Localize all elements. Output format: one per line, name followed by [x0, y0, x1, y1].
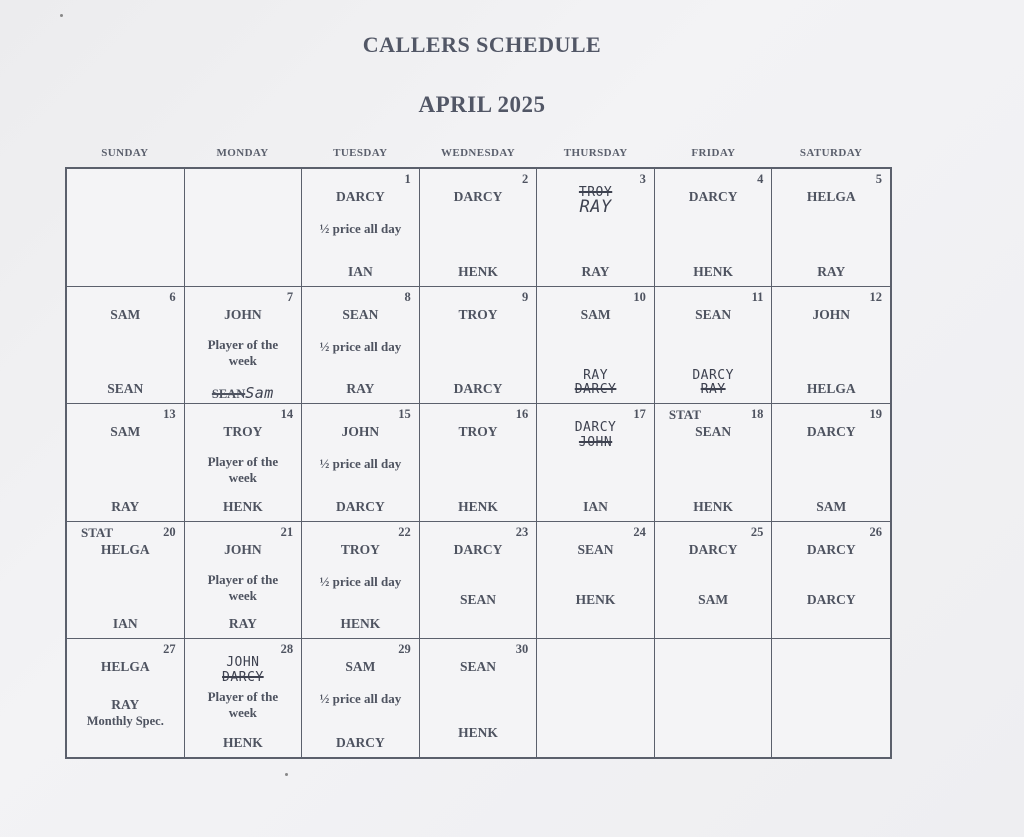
crossed-out-caller: DARCY — [222, 670, 264, 686]
handwritten-caller: Sam — [245, 384, 274, 403]
day-cell — [537, 522, 655, 640]
day-number: 30 — [515, 642, 529, 657]
first-caller: SAM — [110, 424, 141, 440]
day-cell — [67, 169, 185, 287]
day-number: 21 — [280, 524, 294, 539]
day-cell — [420, 169, 538, 287]
weekday-label: THURSDAY — [563, 147, 628, 159]
calendar-grid — [65, 167, 892, 759]
paper-speck — [285, 773, 288, 776]
day-number: 20 — [163, 524, 176, 539]
crossed-out-caller: RAY — [700, 382, 726, 398]
day-cell — [655, 522, 773, 640]
day-number: 11 — [751, 289, 764, 304]
second-caller: HENK — [458, 498, 498, 514]
second-caller: SEAN — [459, 591, 496, 607]
month-title: APRIL 2025 — [418, 92, 546, 117]
second-caller: RAY — [228, 616, 257, 632]
day-number: 25 — [750, 524, 764, 539]
day-number: 10 — [633, 289, 646, 304]
weekday-label: SUNDAY — [101, 147, 149, 159]
second-caller: HENK — [575, 591, 616, 607]
first-caller-edit — [537, 420, 654, 450]
special-note: Player of the week — [207, 336, 279, 368]
first-caller: DARCY — [806, 424, 856, 440]
day-number: 23 — [515, 524, 529, 539]
second-caller-edit — [655, 369, 772, 397]
monthly-special-note: Monthly Spec. — [86, 713, 164, 728]
day-number: 28 — [280, 642, 294, 657]
second-caller: DARCY — [806, 591, 856, 607]
first-caller: SEAN — [695, 424, 732, 440]
second-caller: DARCY — [336, 734, 385, 750]
first-caller: TROY — [458, 424, 498, 440]
day-cell — [185, 639, 303, 757]
day-cell — [67, 404, 185, 522]
paper-speck — [60, 14, 63, 17]
second-caller: IAN — [112, 616, 138, 632]
second-caller: RAY — [581, 263, 610, 279]
weekday-label: FRIDAY — [691, 147, 736, 159]
day-cell — [655, 287, 773, 405]
day-cell — [302, 404, 420, 522]
first-caller: DARCY — [453, 189, 503, 204]
first-caller: DARCY — [453, 541, 503, 557]
day-cell — [67, 287, 185, 405]
second-caller: HENK — [693, 498, 734, 514]
second-caller: SAM — [816, 498, 847, 514]
day-cell — [537, 287, 655, 405]
day-cell — [655, 404, 773, 522]
special-note: Player of the week — [207, 689, 279, 721]
first-caller-edit — [537, 185, 654, 215]
day-cell — [302, 169, 420, 287]
second-caller: HELGA — [806, 381, 856, 397]
day-cell — [537, 404, 655, 522]
day-cell — [420, 639, 538, 757]
schedule-title: CALLERS SCHEDULE — [362, 32, 602, 57]
crossed-out-caller: DARCY — [574, 382, 617, 398]
second-caller: DARCY — [336, 498, 385, 514]
second-caller: RAY — [111, 696, 140, 712]
second-caller: HENK — [693, 263, 734, 279]
crossed-out-caller: JOHN — [578, 435, 613, 451]
second-caller: SEAN — [107, 381, 144, 397]
day-number: 5 — [875, 172, 882, 186]
stat-holiday-label: STAT — [81, 524, 114, 540]
second-caller-edit — [185, 386, 302, 401]
special-note: ½ price all day — [319, 573, 402, 589]
day-number: 7 — [286, 289, 294, 304]
day-cell — [67, 522, 185, 640]
handwritten-caller: DARCY — [574, 420, 617, 436]
day-cell — [655, 169, 773, 287]
day-cell — [302, 522, 420, 640]
first-caller: HELGA — [100, 659, 150, 675]
first-caller: TROY — [458, 306, 498, 322]
day-cell — [185, 404, 303, 522]
day-number: 17 — [633, 407, 646, 422]
day-cell — [420, 287, 538, 405]
second-caller: HENK — [340, 616, 381, 632]
day-cell — [302, 287, 420, 405]
handwritten-caller: RAY — [583, 368, 609, 384]
day-number: 29 — [398, 642, 411, 657]
first-caller: JOHN — [812, 306, 850, 322]
day-number: 12 — [869, 289, 882, 304]
second-caller: DARCY — [453, 381, 503, 397]
second-caller: SAM — [698, 591, 729, 607]
first-caller: JOHN — [341, 424, 380, 440]
first-caller: SEAN — [342, 306, 379, 322]
day-cell — [185, 522, 303, 640]
first-caller: SEAN — [695, 306, 732, 322]
handwritten-caller: JOHN — [226, 655, 260, 671]
first-caller: SAM — [345, 659, 376, 675]
day-cell — [772, 169, 890, 287]
day-number: 13 — [163, 407, 176, 422]
second-caller: HENK — [458, 263, 498, 279]
first-caller-edit — [185, 655, 302, 685]
first-caller: HELGA — [806, 189, 856, 204]
first-caller: JOHN — [224, 541, 262, 557]
day-number: 14 — [280, 407, 294, 422]
day-cell — [772, 287, 890, 405]
day-number: 26 — [869, 524, 882, 539]
special-note: ½ price all day — [319, 221, 402, 236]
second-caller: HENK — [458, 725, 498, 741]
first-caller: DARCY — [688, 541, 738, 557]
day-cell — [185, 287, 303, 405]
first-caller: DARCY — [806, 541, 856, 557]
day-number: 9 — [522, 289, 529, 304]
special-note: Player of the week — [207, 454, 279, 486]
second-caller: RAY — [111, 498, 140, 514]
day-number: 16 — [515, 407, 529, 422]
first-caller: SAM — [580, 306, 611, 322]
second-caller: RAY — [817, 263, 846, 279]
second-caller: IAN — [348, 263, 373, 279]
first-caller: TROY — [223, 424, 263, 440]
special-note: Player of the week — [207, 571, 279, 603]
day-number: 18 — [750, 407, 764, 422]
weekday-label: SATURDAY — [799, 147, 863, 159]
special-note: ½ price all day — [319, 691, 402, 707]
first-caller: SEAN — [577, 541, 614, 557]
weekday-label: TUESDAY — [333, 147, 388, 159]
day-number: 8 — [404, 289, 411, 304]
first-caller: HELGA — [100, 541, 150, 557]
weekday-header — [66, 147, 890, 159]
crossed-out-caller: TROY — [578, 185, 613, 200]
day-cell — [420, 522, 538, 640]
day-number: 15 — [398, 407, 411, 422]
day-number: 3 — [639, 172, 646, 186]
day-number: 19 — [869, 407, 882, 422]
day-cell — [655, 639, 773, 757]
day-cell — [772, 639, 890, 757]
day-number: 6 — [169, 289, 176, 304]
second-caller: HENK — [222, 498, 263, 514]
second-caller-edit — [537, 369, 654, 397]
day-number: 4 — [757, 172, 764, 186]
day-number: 22 — [398, 524, 411, 539]
second-caller: IAN — [583, 498, 608, 514]
stat-holiday-label: STAT — [668, 407, 701, 423]
day-cell — [772, 404, 890, 522]
weekday-label: MONDAY — [216, 147, 269, 159]
day-number: 2 — [522, 172, 529, 186]
second-caller: HENK — [222, 734, 263, 750]
weekday-label: WEDNESDAY — [440, 147, 516, 159]
day-cell — [537, 169, 655, 287]
first-caller: SAM — [110, 306, 141, 322]
day-number: 27 — [163, 642, 176, 657]
day-number: 1 — [404, 172, 411, 186]
handwritten-caller: DARCY — [692, 368, 734, 384]
day-cell — [537, 639, 655, 757]
second-caller: RAY — [346, 381, 375, 397]
handwritten-caller: RAY — [579, 197, 612, 217]
day-cell — [67, 639, 185, 757]
special-note: ½ price all day — [319, 456, 402, 472]
day-number: 24 — [633, 524, 646, 539]
first-caller: JOHN — [224, 306, 262, 322]
first-caller: DARCY — [688, 189, 738, 204]
crossed-out-caller: SEAN — [211, 387, 246, 402]
day-cell — [185, 169, 303, 287]
day-cell — [302, 639, 420, 757]
special-note: ½ price all day — [319, 338, 402, 354]
first-caller: TROY — [340, 541, 380, 557]
day-cell — [420, 404, 538, 522]
first-caller: SEAN — [459, 659, 496, 675]
first-caller: DARCY — [336, 189, 385, 204]
day-cell — [772, 522, 890, 640]
